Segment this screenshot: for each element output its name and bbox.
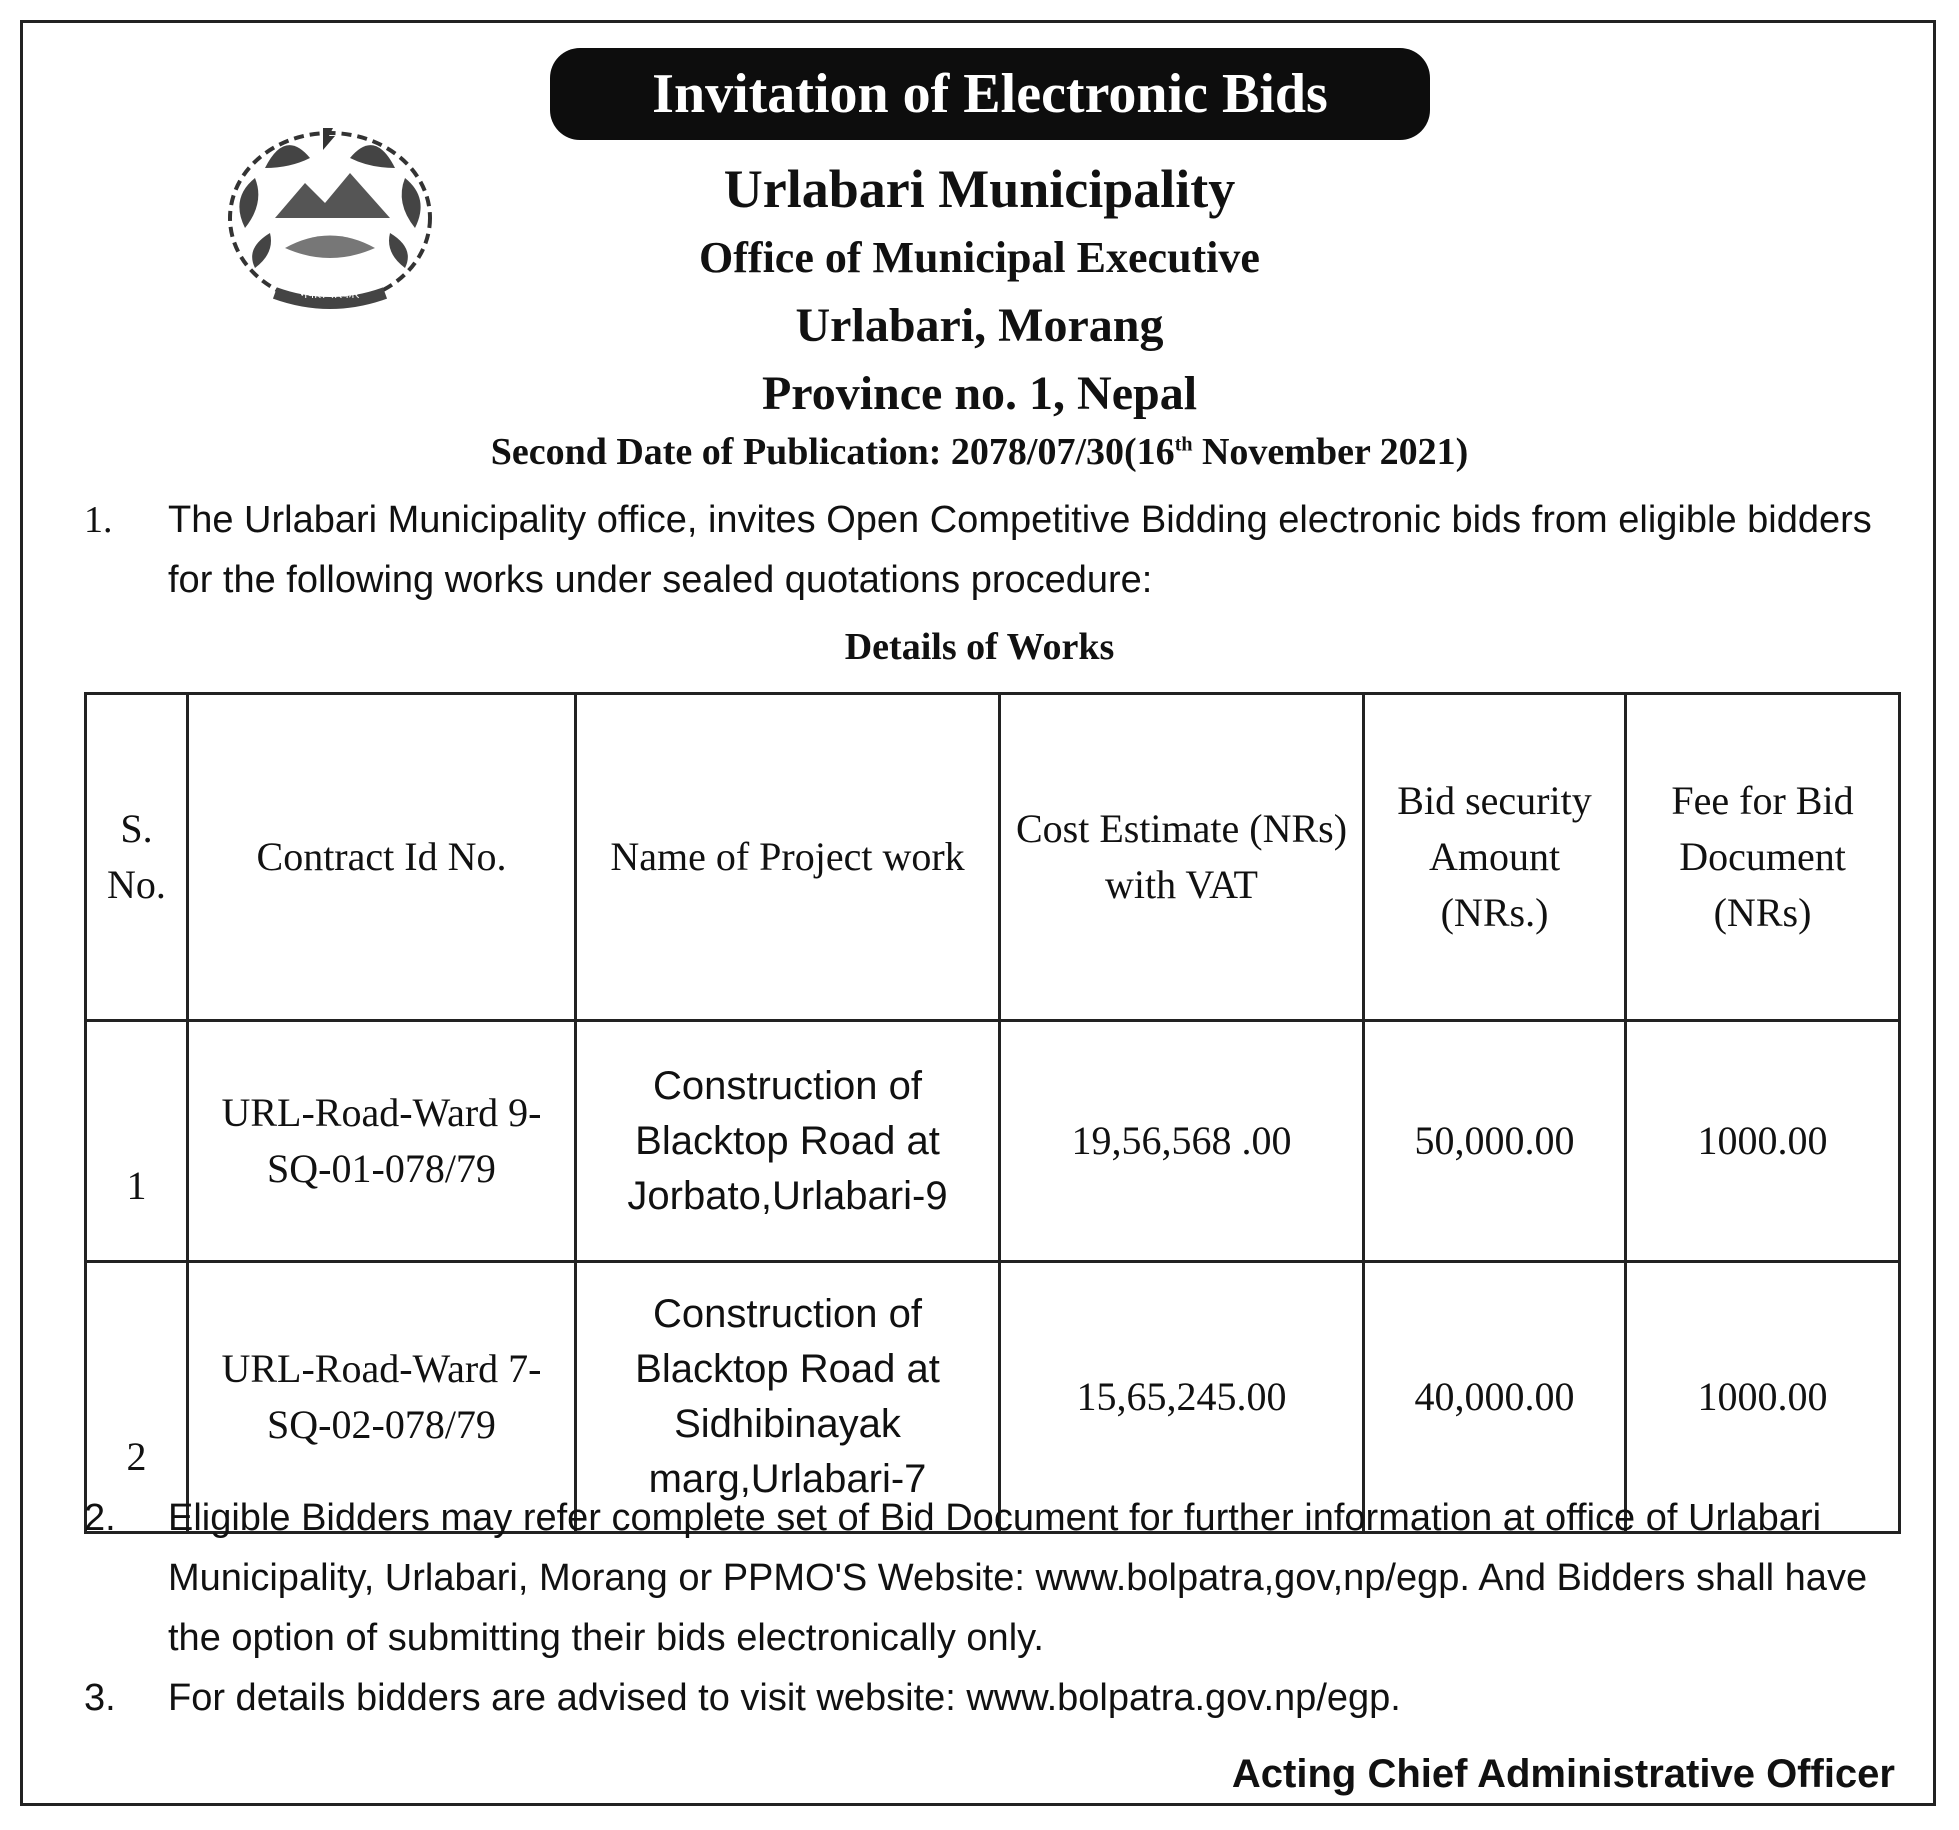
header-cost-estimate: Cost Estimate (NRs) with VAT [1000,694,1364,1021]
paragraph-number: 1. [84,499,113,541]
cell-sno: 1 [86,1021,188,1262]
office-name: Office of Municipal Executive [699,233,1260,282]
header-sno: S. No. [86,694,188,1021]
cell-bid-fee: 1000.00 [1626,1021,1900,1262]
cell-project-name: Construction of Blacktop Road at Jorbato,Urlabari-9 [576,1021,1000,1262]
notice-title: Invitation of Electronic Bids [550,48,1430,140]
publication-date: Second Date of Publication: 2078/07/30(16th November 2021) [490,431,1469,473]
cell-bid-security: 40,000.00 [1364,1262,1626,1533]
cell-sno: 2 [86,1262,188,1533]
cell-contract-id: URL-Road-Ward 9-SQ-01-078/79 [188,1021,576,1262]
table-header-row [86,694,1900,1021]
cell-bid-fee: 1000.00 [1626,1262,1900,1533]
cell-cost-estimate: 19,56,568 .00 [1000,1021,1364,1262]
cell-bid-security: 50,000.00 [1364,1021,1626,1262]
header-contract-id: Contract Id No. [188,694,576,1021]
header-project-name: Name of Project work [576,694,1000,1021]
emblem-text: नेपाल सरकार [300,287,360,301]
cell-project-name: Construction of Blacktop Road at Sidhibinayak marg,Urlabari-7 [576,1262,1000,1533]
paragraph-number: 3. [84,1677,116,1719]
province: Province no. 1, Nepal [761,367,1198,420]
table-row [86,1021,1900,1262]
header-bid-security: Bid security Amount (NRs.) [1364,694,1626,1021]
header-bid-fee: Fee for Bid Document (NRs) [1626,694,1900,1021]
paragraph-text: The Urlabari Municipality office, invites Open Competitive Bidding electronic bids from eligible bidders for the following works under sealed quotations procedure: [168,499,1872,601]
signature: Acting Chief Administrative Officer [1231,1752,1895,1796]
cell-cost-estimate: 15,65,245.00 [1000,1262,1364,1533]
cell-contract-id: URL-Road-Ward 7-SQ-02-078/79 [188,1262,576,1533]
paragraph-text: Eligible Bidders may refer complete set of Bid Document for further information at office of Urlabari Municipality, Urlabari, Morang or PPMO'S Website: www.bolpatra,gov,np/egp. And Bidders shall have the option of submitting their bids electronically only. [168,1497,1868,1659]
paragraph-2 [84,1488,1904,1668]
municipality-name: Urlabari Municipality [723,159,1236,219]
paragraph-text: For details bidders are advised to visit website: www.bolpatra.gov.np/egp. [168,1677,1401,1719]
paragraph-3 [84,1668,1904,1728]
location: Urlabari, Morang [795,299,1164,352]
paragraph-number: 2. [84,1497,116,1539]
table-caption: Details of Works [844,626,1115,668]
works-table [84,692,1901,1534]
paragraph-1 [84,490,1904,610]
